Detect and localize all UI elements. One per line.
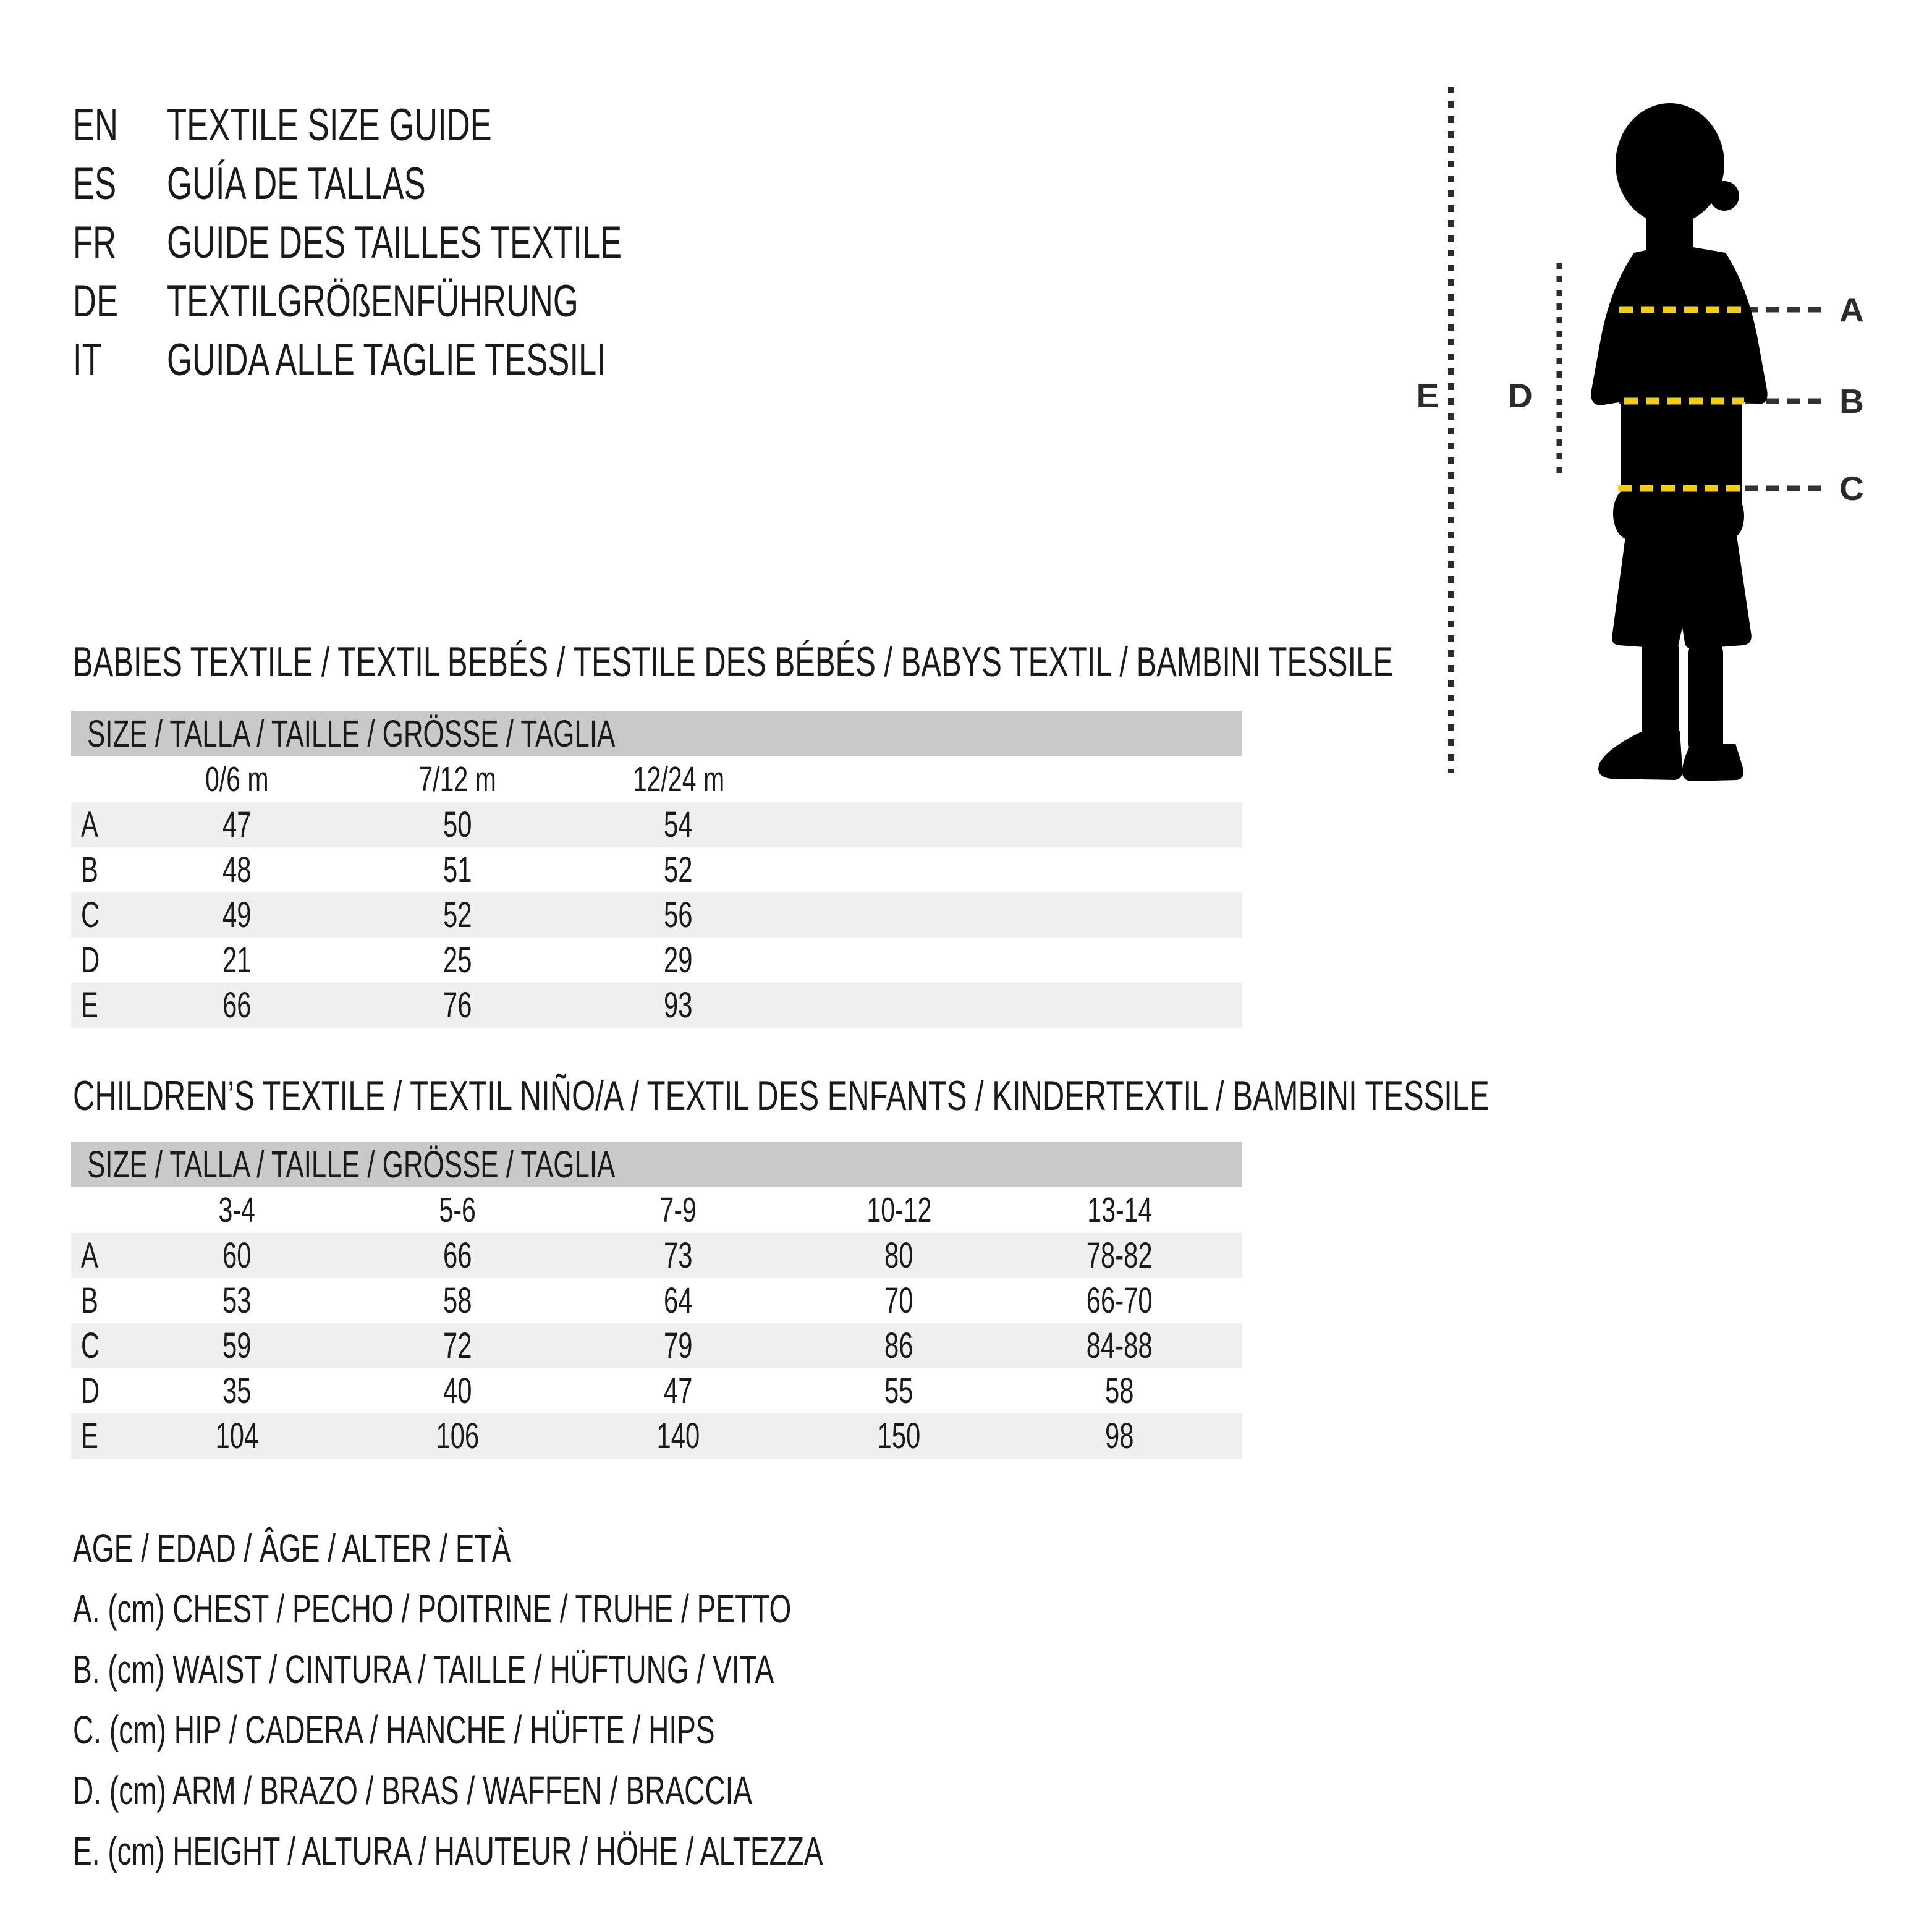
children-size-table	[71, 1142, 1242, 1459]
figure-label-height-e: E	[1416, 376, 1439, 415]
cell-value: 48	[222, 850, 252, 890]
cell-value: 106	[436, 1416, 480, 1456]
babies-column-header-row	[71, 756, 1242, 802]
children-column-5-6: 5-6	[439, 1190, 477, 1230]
row-label: A	[81, 1235, 98, 1276]
children-row-arm	[71, 1368, 1242, 1413]
cell-value: 66	[222, 985, 252, 1025]
language-row-fr	[73, 213, 799, 272]
cell-value: 93	[664, 985, 693, 1025]
cell-value: 72	[443, 1326, 472, 1366]
child-silhouette	[1591, 103, 1767, 781]
language-row-en	[73, 96, 799, 155]
children-column-10-12: 10-12	[866, 1190, 931, 1230]
babies-row-height	[71, 983, 1242, 1028]
figure-label-waist-b: B	[1839, 382, 1864, 420]
title-it: GUIDA ALLE TAGLIE TESSILI	[167, 335, 606, 385]
language-code-de: DE	[73, 276, 119, 326]
babies-row-hip	[71, 892, 1242, 938]
title-fr: GUIDE DES TAILLES TEXTILE	[167, 218, 622, 268]
children-column-13-14: 13-14	[1087, 1190, 1152, 1230]
language-row-it	[73, 331, 799, 389]
cell-value: 80	[884, 1235, 913, 1276]
language-title-block	[73, 96, 799, 389]
language-code-it: IT	[73, 335, 102, 385]
cell-value: 86	[884, 1326, 913, 1366]
babies-section-title: BABIES TEXTILE / TEXTIL BEBÉS / TESTILE DES BÉBÉS / BABYS TEXTIL / BAMBINI TESSILE	[73, 638, 1394, 685]
legend-line-height: E. (cm) HEIGHT / ALTURA / HAUTEUR / HÖHE / ALTEZZA	[73, 1829, 823, 1873]
children-row-waist	[71, 1278, 1242, 1323]
children-row-height	[71, 1413, 1242, 1459]
cell-value: 140	[656, 1416, 700, 1456]
child-measurement-figure	[1391, 74, 1932, 803]
cell-value: 59	[222, 1326, 252, 1366]
row-label: D	[81, 1371, 100, 1411]
children-row-chest	[71, 1233, 1242, 1278]
children-size-header-bar: SIZE / TALLA / TAILLE / GRÖSSE / TAGLIA	[71, 1142, 1242, 1187]
cell-value: 66	[443, 1235, 472, 1276]
cell-value: 52	[443, 895, 472, 935]
babies-row-chest	[71, 802, 1242, 847]
title-es: GUÍA DE TALLAS	[167, 159, 426, 209]
figure-label-arm-d: D	[1508, 376, 1533, 415]
babies-row-waist	[71, 847, 1242, 892]
cell-value: 70	[884, 1281, 913, 1321]
cell-value: 49	[222, 895, 252, 935]
cell-value: 64	[664, 1281, 693, 1321]
legend-line-waist: B. (cm) WAIST / CINTURA / TAILLE / HÜFTUNG / VITA	[73, 1647, 774, 1692]
language-code-fr: FR	[73, 218, 117, 268]
cell-value: 84-88	[1087, 1326, 1153, 1366]
cell-value: 104	[215, 1416, 259, 1456]
children-section-title: CHILDREN’S TEXTILE / TEXTIL NIÑO/A / TEXTIL DES ENFANTS / KINDERTEXTIL / BAMBINI TESSILE	[73, 1072, 1489, 1119]
language-code-es: ES	[73, 159, 117, 209]
legend-line-hip: C. (cm) HIP / CADERA / HANCHE / HÜFTE / HIPS	[73, 1708, 715, 1752]
cell-value: 58	[443, 1281, 472, 1321]
cell-value: 76	[443, 985, 472, 1025]
babies-row-arm	[71, 938, 1242, 983]
cell-value: 25	[443, 940, 472, 980]
cell-value: 53	[222, 1281, 252, 1321]
row-label: A	[81, 805, 98, 845]
cell-value: 47	[222, 805, 252, 845]
cell-value: 51	[443, 850, 472, 890]
row-label: E	[81, 1416, 98, 1456]
title-de: TEXTILGRÖßENFÜHRUNG	[167, 276, 578, 326]
cell-value: 52	[664, 850, 693, 890]
cell-value: 54	[664, 805, 693, 845]
measurement-legend	[73, 1518, 1115, 1881]
cell-value: 40	[443, 1371, 472, 1411]
row-label: E	[81, 985, 98, 1025]
language-row-de	[73, 272, 799, 331]
babies-column-7-12m: 7/12 m	[418, 760, 497, 799]
children-row-hip	[71, 1323, 1242, 1368]
cell-value: 73	[664, 1235, 693, 1276]
cell-value: 79	[664, 1326, 693, 1366]
babies-size-table	[71, 711, 1242, 1028]
figure-label-chest-a: A	[1839, 290, 1864, 329]
cell-value: 50	[443, 805, 472, 845]
row-label: C	[81, 895, 100, 935]
cell-value: 78-82	[1087, 1235, 1153, 1276]
legend-line-age: AGE / EDAD / ÂGE / ALTER / ETÀ	[73, 1526, 511, 1570]
row-label: B	[81, 1281, 98, 1321]
language-row-es	[73, 155, 799, 213]
cell-value: 55	[884, 1371, 913, 1411]
babies-column-0-6m: 0/6 m	[205, 760, 269, 799]
babies-size-header-bar: SIZE / TALLA / TAILLE / GRÖSSE / TAGLIA	[71, 711, 1242, 756]
cell-value: 150	[877, 1416, 921, 1456]
row-label: C	[81, 1326, 100, 1366]
row-label: D	[81, 940, 100, 980]
language-code-en: EN	[73, 100, 119, 150]
legend-line-chest: A. (cm) CHEST / PECHO / POITRINE / TRUHE / PETTO	[73, 1587, 792, 1631]
row-label: B	[81, 850, 98, 890]
cell-value: 60	[222, 1235, 252, 1276]
children-column-3-4: 3-4	[218, 1190, 256, 1230]
figure-label-hip-c: C	[1839, 469, 1864, 507]
cell-value: 21	[222, 940, 252, 980]
babies-column-12-24m: 12/24 m	[632, 760, 724, 799]
cell-value: 35	[222, 1371, 252, 1411]
title-en: TEXTILE SIZE GUIDE	[167, 100, 492, 150]
cell-value: 66-70	[1087, 1281, 1153, 1321]
legend-line-arm: D. (cm) ARM / BRAZO / BRAS / WAFFEN / BRACCIA	[73, 1768, 753, 1813]
cell-value: 29	[664, 940, 693, 980]
cell-value: 56	[664, 895, 693, 935]
cell-value: 58	[1105, 1371, 1134, 1411]
cell-value: 98	[1105, 1416, 1134, 1456]
cell-value: 47	[664, 1371, 693, 1411]
children-column-header-row	[71, 1187, 1242, 1233]
children-column-7-9: 7-9	[659, 1190, 697, 1230]
